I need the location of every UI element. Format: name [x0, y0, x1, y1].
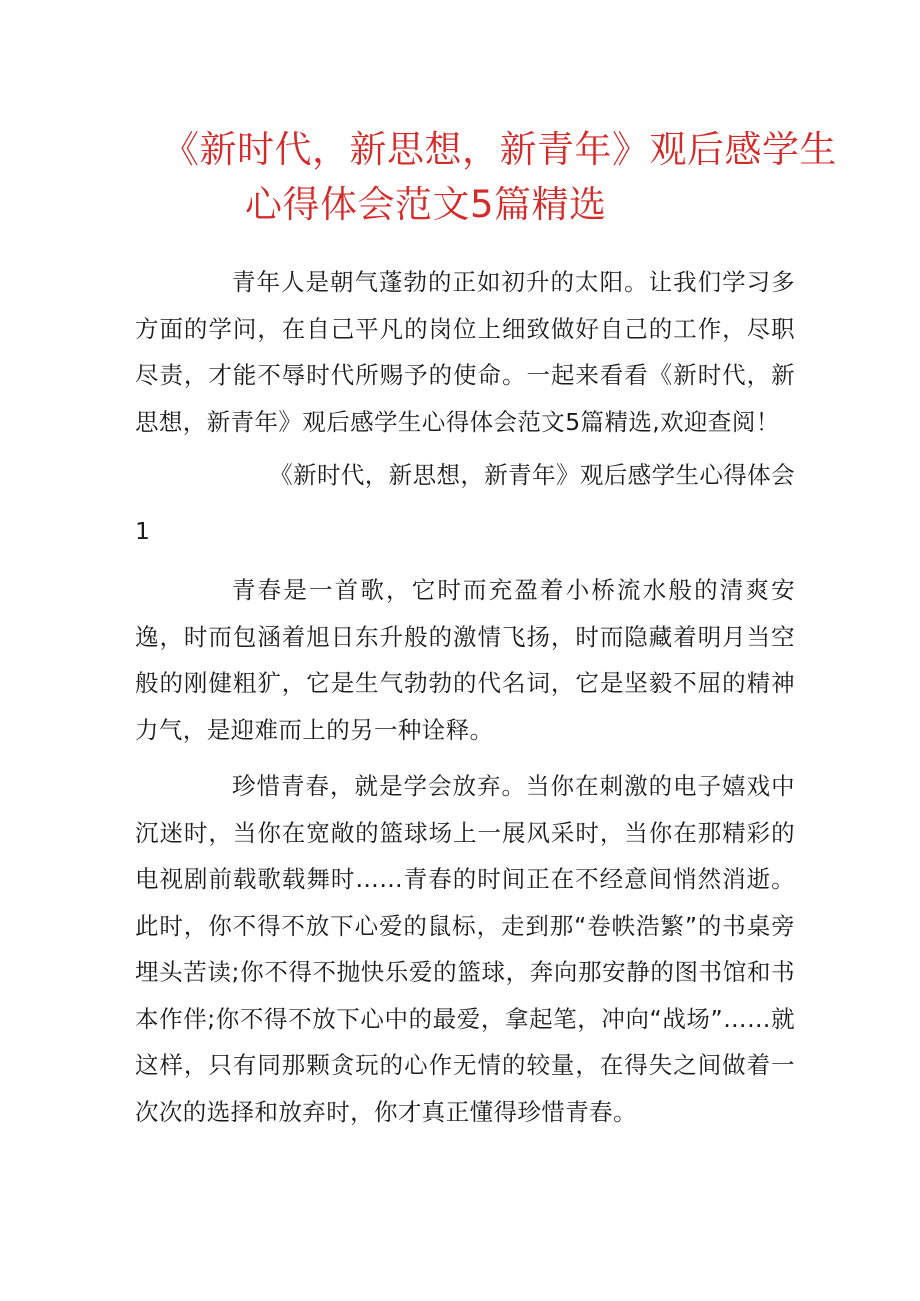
title-line-1: 《新时代，新思想，新青年》观后感学生 [162, 128, 837, 171]
title-line-2: 心得体会范文5篇精选 [245, 183, 607, 226]
document-title [135, 122, 837, 232]
intro-paragraph: 青年人是朝气蓬勃的正如初升的太阳。让我们学习多方面的学问，在自己平凡的岗位上细致做好自己的工作，尽职尽责，才能不辱时代所赐予的使命。一起来看看《新时代，新思想，新青年》观后感学生心得体会范文5篇精选,欢迎查阅！ [135, 268, 795, 436]
body-paragraph-2: 珍惜青春，就是学会放弃。当你在刺激的电子嬉戏中沉迷时，当你在宽敞的篮球场上一展风采时，当你在那精彩的电视剧前载歌载舞时……青春的时间正在不经意间悄然消逝。此时，你不得不放下心爱的鼠标，走到那“卷帙浩繁”的书桌旁埋头苦读;你不得不抛快乐爱的篮球，奔向那安静的图书馆和书本作伴;你不得不放下心中的最爱，拿起笔，冲向“战场”……就这样，只有同那颗贪玩的心作无情的较量，在得失之间做着一次次的选择和放弃时，你才真正懂得珍惜青春。 [135, 772, 795, 1126]
section-heading-number: 1 [135, 517, 150, 545]
body-paragraph-1: 青春是一首歌，它时而充盈着小桥流水般的清爽安逸，时而包涵着旭日东升般的激情飞扬，时而隐藏着明月当空般的刚健粗犷，它是生气勃勃的代名词，它是坚毅不屈的精神力气，是迎难而上的另一种诠释。 [135, 576, 795, 744]
section-heading: 《新时代，新思想，新青年》观后感学生心得体会 [269, 461, 795, 489]
